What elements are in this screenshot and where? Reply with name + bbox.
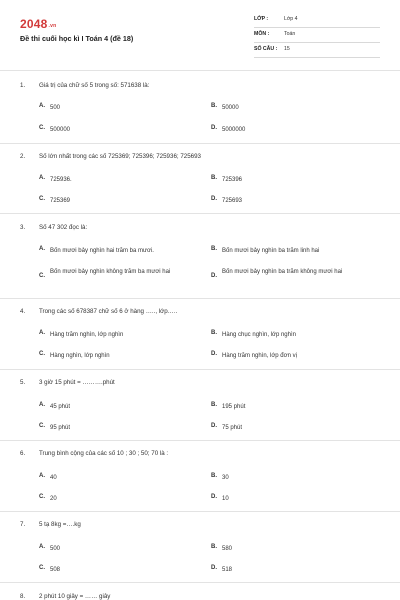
option-letter: D. — [211, 351, 217, 357]
option-letter: B. — [211, 402, 217, 408]
divider — [0, 70, 400, 71]
question-text — [20, 224, 87, 231]
question-prompt: Trong các số 678387 chữ số 6 ở hàng ….., lớp….. — [39, 308, 178, 315]
meta-label: LỚP : — [254, 16, 269, 22]
option-letter: D. — [211, 494, 217, 500]
site-logo[interactable] — [20, 17, 56, 31]
option-letter: A. — [39, 330, 45, 336]
question-prompt: Giá trị của chữ số 5 trong số: 571638 là: — [39, 82, 150, 89]
meta-value: 15 — [284, 46, 290, 52]
option-text: 40 — [50, 475, 57, 481]
meta-class — [254, 14, 380, 28]
divider — [0, 143, 400, 144]
option-text: 195 phút — [222, 404, 246, 410]
divider — [0, 582, 400, 583]
option-text: Bốn mươi bảy nghìn hai trăm ba mươi. — [50, 248, 154, 254]
meta-value: Lớp 4 — [284, 16, 298, 22]
question-text — [20, 450, 168, 457]
option-text: 508 — [50, 567, 61, 573]
option-text: Hàng trăm nghìn, lớp đơn vị — [222, 353, 297, 359]
option-text: Bốn mươi bảy nghìn ba trăm không mươi hai — [222, 269, 343, 275]
option-letter: C. — [39, 273, 45, 279]
option-text: 500000 — [50, 127, 71, 133]
question-prompt: 3 giờ 15 phút = ……….phút — [39, 379, 115, 386]
option-letter: B. — [211, 246, 217, 252]
exam-header — [0, 0, 400, 66]
option-text: Hàng nghìn, lớp nghìn — [50, 353, 110, 359]
question-number: 7. — [20, 521, 26, 528]
option-text: 30 — [222, 475, 229, 481]
option-text: 5000000 — [222, 127, 246, 133]
option-letter: A. — [39, 246, 45, 252]
option-letter: D. — [211, 273, 217, 279]
option-text: 10 — [222, 496, 229, 502]
option-text: Hàng chục nghìn, lớp nghìn — [222, 332, 296, 338]
option-text: 500 — [50, 105, 61, 111]
option-text: Bốn mươi bảy nghìn ba trăm linh hai — [222, 248, 320, 254]
option-letter: D. — [211, 125, 217, 131]
question-number: 4. — [20, 308, 26, 315]
option-letter: C. — [39, 423, 45, 429]
question-prompt: Trung bình cộng của các số 10 ; 30 ; 50; 70 là : — [39, 450, 169, 457]
meta-subject — [254, 29, 380, 43]
question-number: 5. — [20, 379, 26, 386]
option-letter: D. — [211, 196, 217, 202]
meta-label: SỐ CÂU : — [254, 46, 278, 52]
option-letter: B. — [211, 473, 217, 479]
question-text — [20, 308, 177, 315]
option-letter: D. — [211, 423, 217, 429]
divider — [0, 511, 400, 512]
divider — [0, 369, 400, 370]
option-text: 500 — [50, 546, 61, 552]
divider — [0, 440, 400, 441]
option-letter: C. — [39, 351, 45, 357]
option-letter: B. — [211, 330, 217, 336]
option-letter: A. — [39, 402, 45, 408]
option-text: 95 phút — [50, 425, 71, 431]
option-letter: C. — [39, 125, 45, 131]
meta-label: MÔN : — [254, 31, 270, 37]
option-letter: D. — [211, 565, 217, 571]
option-letter: B. — [211, 175, 217, 181]
option-letter: B. — [211, 544, 217, 550]
question-prompt: 2 phút 10 giây = …… giây — [39, 593, 111, 600]
question-number: 2. — [20, 153, 26, 160]
question-number: 3. — [20, 224, 26, 231]
question-prompt: Số 47 302 đọc là: — [39, 224, 88, 231]
question-text — [20, 82, 149, 89]
option-text: 45 phút — [50, 404, 71, 410]
question-number: 6. — [20, 450, 26, 457]
option-letter: C. — [39, 494, 45, 500]
question-text — [20, 153, 201, 160]
option-text: 518 — [222, 567, 233, 573]
meta-question-count — [254, 44, 380, 58]
option-text: 20 — [50, 496, 57, 502]
option-text: 725936. — [50, 177, 72, 183]
logo-suffix: .vn — [48, 23, 57, 29]
question-number: 8. — [20, 593, 26, 600]
question-prompt: 5 tạ 8kg =….kg — [39, 521, 81, 528]
exam-title: Đề thi cuối học kì I Toán 4 (đề 18) — [20, 34, 134, 43]
divider — [0, 213, 400, 214]
option-letter: C. — [39, 565, 45, 571]
option-text: 725369 — [50, 198, 71, 204]
question-number: 1. — [20, 82, 26, 89]
option-text: 725693 — [222, 198, 243, 204]
logo-text: 2048 — [20, 17, 48, 31]
option-text: Hàng trăm nghìn, lớp nghìn — [50, 332, 124, 338]
question-prompt: Số lớn nhất trong các số 725369; 725396; 725936; 725693 — [39, 153, 201, 160]
option-letter: A. — [39, 473, 45, 479]
option-letter: A. — [39, 175, 45, 181]
divider — [0, 298, 400, 299]
question-text — [20, 379, 115, 386]
option-text: Bốn mươi bảy nghìn không trăm ba mươi hai — [50, 269, 171, 275]
meta-value: Toán — [284, 31, 296, 37]
option-text: 580 — [222, 546, 233, 552]
option-letter: C. — [39, 196, 45, 202]
option-text: 725396 — [222, 177, 243, 183]
option-text: 50000 — [222, 105, 239, 111]
option-text: 75 phút — [222, 425, 243, 431]
question-text — [20, 593, 110, 600]
question-text — [20, 521, 81, 528]
option-letter: A. — [39, 544, 45, 550]
option-letter: A. — [39, 103, 45, 109]
option-letter: B. — [211, 103, 217, 109]
